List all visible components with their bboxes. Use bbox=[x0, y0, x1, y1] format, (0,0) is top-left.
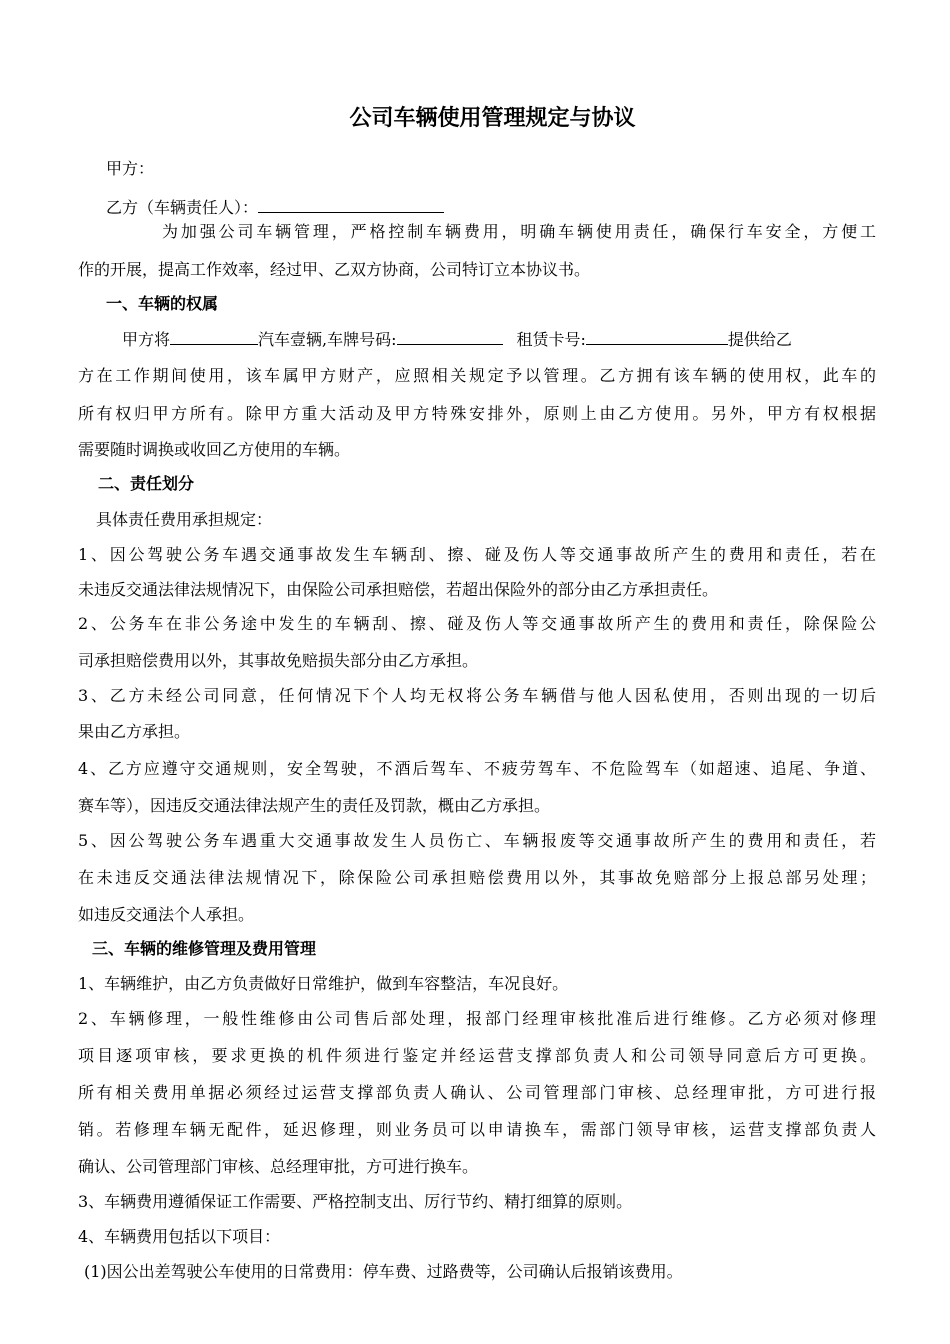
car-model-blank bbox=[170, 326, 258, 345]
section2-item-2b: 司承担赔偿费用以外，其事故免赔损失部分由乙方承担。 bbox=[78, 651, 479, 670]
plate-number-blank bbox=[397, 326, 503, 345]
section3-item-1: 1、车辆维护，由乙方负责做好日常维护，做到车容整洁，车况良好。 bbox=[78, 974, 569, 993]
section1-text-d: 提供给乙 bbox=[727, 330, 792, 349]
party-b-row bbox=[106, 194, 444, 220]
section3-item-2b: 项目逐项审核，要求更换的机件须进行鉴定并经运营支撑部负责人和公司领导同意后方可更换。 bbox=[78, 1046, 876, 1065]
party-b-blank bbox=[258, 194, 444, 213]
section1-line-3: 所有权归甲方所有。除甲方重大活动及甲方特殊安排外，原则上由乙方使用。另外，甲方有权根据 bbox=[78, 404, 876, 423]
section3-item-2e: 确认、公司管理部门审核、总经理审批，方可进行换车。 bbox=[78, 1157, 479, 1176]
section1-line-2: 方在工作期间使用，该车属甲方财产，应照相关规定予以管理。乙方拥有该车辆的使用权，此车的 bbox=[78, 366, 876, 385]
section1-line-4: 需要随时调换或收回乙方使用的车辆。 bbox=[78, 440, 351, 459]
section3-item-2a: 2、车辆修理，一般性维修由公司售后部处理，报部门经理审核批准后进行维修。乙方必须对修理 bbox=[78, 1009, 876, 1028]
section3-item-4-1: (1)因公出差驾驶公车使用的日常费用：停车费、过路费等，公司确认后报销该费用。 bbox=[84, 1262, 683, 1281]
section2-item-3a: 3、乙方未经公司同意，任何情况下个人均无权将公务车辆借与他人因私使用，否则出现的一切后 bbox=[78, 686, 876, 705]
section2-item-1b: 未违反交通法律法规情况下，由保险公司承担赔偿，若超出保险外的部分由乙方承担责任。 bbox=[78, 580, 719, 599]
section2-item-1a: 1、因公驾驶公务车遇交通事故发生车辆刮、擦、碰及伤人等交通事故所产生的费用和责任，若在 bbox=[78, 545, 876, 564]
section2-item-5c: 如违反交通法个人承担。 bbox=[78, 905, 255, 924]
party-b-label: 乙方（车辆责任人）： bbox=[106, 198, 259, 217]
rental-card-blank bbox=[586, 326, 728, 345]
section1-text-a: 甲方将 bbox=[122, 330, 171, 349]
section2-item-5a: 5、因公驾驶公务车遇重大交通事故发生人员伤亡、车辆报废等交通事故所产生的费用和责任，若 bbox=[78, 831, 876, 850]
section2-item-3b: 果由乙方承担。 bbox=[78, 722, 191, 741]
section3-item-4: 4、车辆费用包括以下项目： bbox=[78, 1227, 281, 1246]
section2-item-5b: 在未违反交通法律法规情况下，除保险公司承担赔偿费用以外，其事故免赔部分上报总部另处理； bbox=[78, 868, 876, 887]
section2-lead: 具体责任费用承担规定： bbox=[96, 510, 273, 529]
section2-item-2a: 2、公务车在非公务途中发生的车辆刮、擦、碰及伤人等交通事故所产生的费用和责任，除保险公 bbox=[78, 614, 876, 633]
section1-text-b: 汽车壹辆,车牌号码: bbox=[258, 330, 397, 349]
section3-item-2d: 销。若修理车辆无配件，延迟修理，则业务员可以申请换车，需部门领导审核，运营支撑部负责人 bbox=[78, 1120, 876, 1139]
section3-item-2c: 所有相关费用单据必须经过运营支撑部负责人确认、公司管理部门审核、总经理审批，方可进行报 bbox=[78, 1083, 876, 1102]
intro-line-1: 为加强公司车辆管理，严格控制车辆费用，明确车辆使用责任，确保行车安全，方便工 bbox=[162, 222, 876, 241]
section3-item-3: 3、车辆费用遵循保证工作需要、严格控制支出、厉行节约、精打细算的原则。 bbox=[78, 1192, 633, 1211]
section2-heading: 二、责任划分 bbox=[98, 474, 195, 493]
section1-heading: 一、车辆的权属 bbox=[106, 294, 219, 313]
section3-heading: 三、车辆的维修管理及费用管理 bbox=[92, 939, 317, 958]
intro-line-2: 作的开展，提高工作效率，经过甲、乙双方协商，公司特订立本协议书。 bbox=[78, 260, 591, 279]
section2-item-4b: 赛车等），因违反交通法律法规产生的责任及罚款，概由乙方承担。 bbox=[78, 796, 551, 815]
party-a-label: 甲方： bbox=[106, 159, 155, 178]
section1-fill-row bbox=[122, 326, 792, 352]
document-title: 公司车辆使用管理规定与协议 bbox=[349, 106, 636, 131]
section2-item-4a: 4、乙方应遵守交通规则，安全驾驶，不酒后驾车、不疲劳驾车、不危险驾车（如超速、追尾、争道、 bbox=[78, 759, 876, 778]
section1-text-c: 租赁卡号: bbox=[516, 330, 586, 349]
